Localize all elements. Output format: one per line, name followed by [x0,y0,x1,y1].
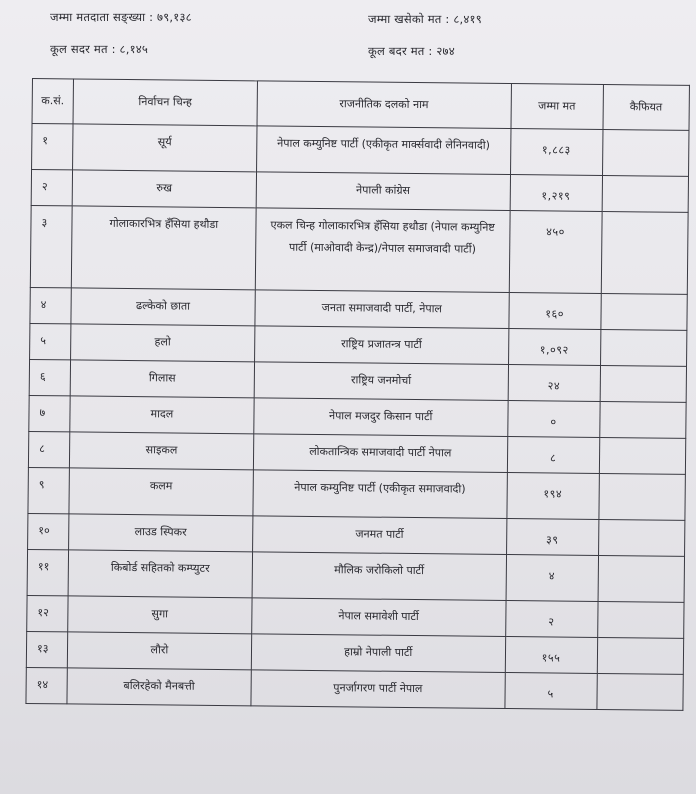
election-symbol: लौरो [67,632,251,670]
election-symbol: सुगा [68,596,252,634]
party-name: राष्ट्रिय जनमोर्चा [254,362,508,401]
party-name: पुनर्जागरण पार्टी नेपाल [251,670,505,709]
serial-number: ४ [30,287,71,323]
serial-number: ५ [30,323,71,359]
serial-number: ११ [27,549,69,595]
remarks [597,601,684,638]
party-name: नेपाल कम्युनिष्ट पार्टी (एकीकृत समाजवादी) [253,470,507,519]
table-row [30,205,688,294]
serial-number: १२ [27,595,68,631]
party-name: जनमत पार्टी [252,516,506,555]
serial-number: १३ [26,631,67,667]
election-symbol: बलिरहेको मैनबत्ती [67,668,251,706]
vote-count: १५५ [505,636,597,673]
election-symbol: साइकल [69,432,253,470]
party-name: हाम्रो नेपाली पार्टी [251,634,505,673]
election-symbol: सूर्य [73,124,257,172]
remarks [601,211,688,294]
party-name: नेपाल कम्युनिष्ट पार्टी (एकीकृत मार्क्सवादी लेनिनवादी) [256,126,510,175]
total-voters-label: जम्मा मतदाता सङ्ख्या : ७९,१३८ [50,10,192,24]
vote-count: १,०९२ [508,329,600,366]
election-symbol: किबोर्ड सहितको कम्प्युटर [68,550,252,598]
column-header-party: राजनीतिक दलको नाम [257,81,511,129]
remarks [597,637,684,674]
election-symbol: ढल्केको छाता [71,288,255,326]
serial-number: २ [31,170,72,206]
table-row [32,124,689,177]
serial-number: ३ [30,205,72,287]
serial-number: ८ [28,431,69,467]
serial-number: १४ [26,667,67,703]
vote-count: २ [505,600,597,637]
serial-number: ६ [29,359,70,395]
column-header-votes: जम्मा मत [511,84,603,130]
invalid-votes-label: कूल बदर मत : २७४ [368,44,455,58]
vote-count: ० [507,401,599,438]
election-symbol: रुख [72,170,256,208]
serial-number: १ [32,124,74,170]
cast-votes-label: जम्मा खसेको मत : ८,४१९ [368,12,482,26]
serial-number: १० [28,513,69,549]
serial-number: ९ [28,467,70,513]
table-row [28,467,685,520]
vote-count: १६० [509,293,601,330]
vote-count: ४५० [509,211,602,294]
remarks [599,401,686,438]
column-header-serial: क.सं. [32,79,74,124]
table-row [26,667,683,710]
column-header-remarks: कैफियत [603,84,690,130]
vote-count: ५ [505,672,597,709]
remarks [598,555,685,602]
remarks [598,473,685,520]
party-name: नेपाल मजदुर किसान पार्टी [254,398,508,437]
vote-count: १,८८३ [510,129,602,176]
vote-count: १९४ [507,472,599,519]
election-symbol: गिलास [70,360,254,398]
remarks [596,673,683,710]
election-symbol: मादल [70,396,254,434]
party-name: जनता समाजवादी पार्टी, नेपाल [255,290,509,329]
vote-count: ३९ [506,518,598,555]
serial-number: ७ [29,395,70,431]
remarks [598,519,685,556]
remarks [602,129,689,176]
party-name: नेपाली कांग्रेस [256,172,510,211]
remarks [600,365,687,402]
party-name: राष्ट्रिय प्रजातन्त्र पार्टी [254,326,508,365]
remarks [600,293,687,330]
party-name: लोकतान्त्रिक समाजवादी पार्टी नेपाल [253,434,507,473]
party-name: नेपाल समावेशी पार्टी [251,598,505,637]
column-header-symbol: निर्वाचन चिन्ह [73,79,257,126]
remarks [602,175,689,212]
remarks [600,329,687,366]
vote-count: १,२१९ [510,175,602,212]
valid-votes-label: कूल सदर मत : ८,१४५ [50,42,149,56]
results-table [25,78,690,711]
party-name: मौलिक जरोकिलो पार्टी [252,552,506,601]
election-symbol: लाउड स्पिकर [69,514,253,552]
remarks [599,437,686,474]
party-name: एकल चिन्ह गोलाकारभित्र हँसिया हथौडा (नेपाल कम्युनिष्ट पार्टी (माओवादी केन्द्र)/नेपाल समाजवादी पार्टी) [255,208,510,293]
table-row [27,549,684,602]
election-symbol: कलम [69,468,253,516]
vote-count: २४ [508,365,600,402]
table-header-row [32,79,689,131]
election-symbol: गोलाकारभित्र हँसिया हथौडा [71,206,256,290]
vote-count: ८ [507,436,599,473]
vote-count: ४ [506,554,598,601]
election-symbol: हलो [71,324,255,362]
